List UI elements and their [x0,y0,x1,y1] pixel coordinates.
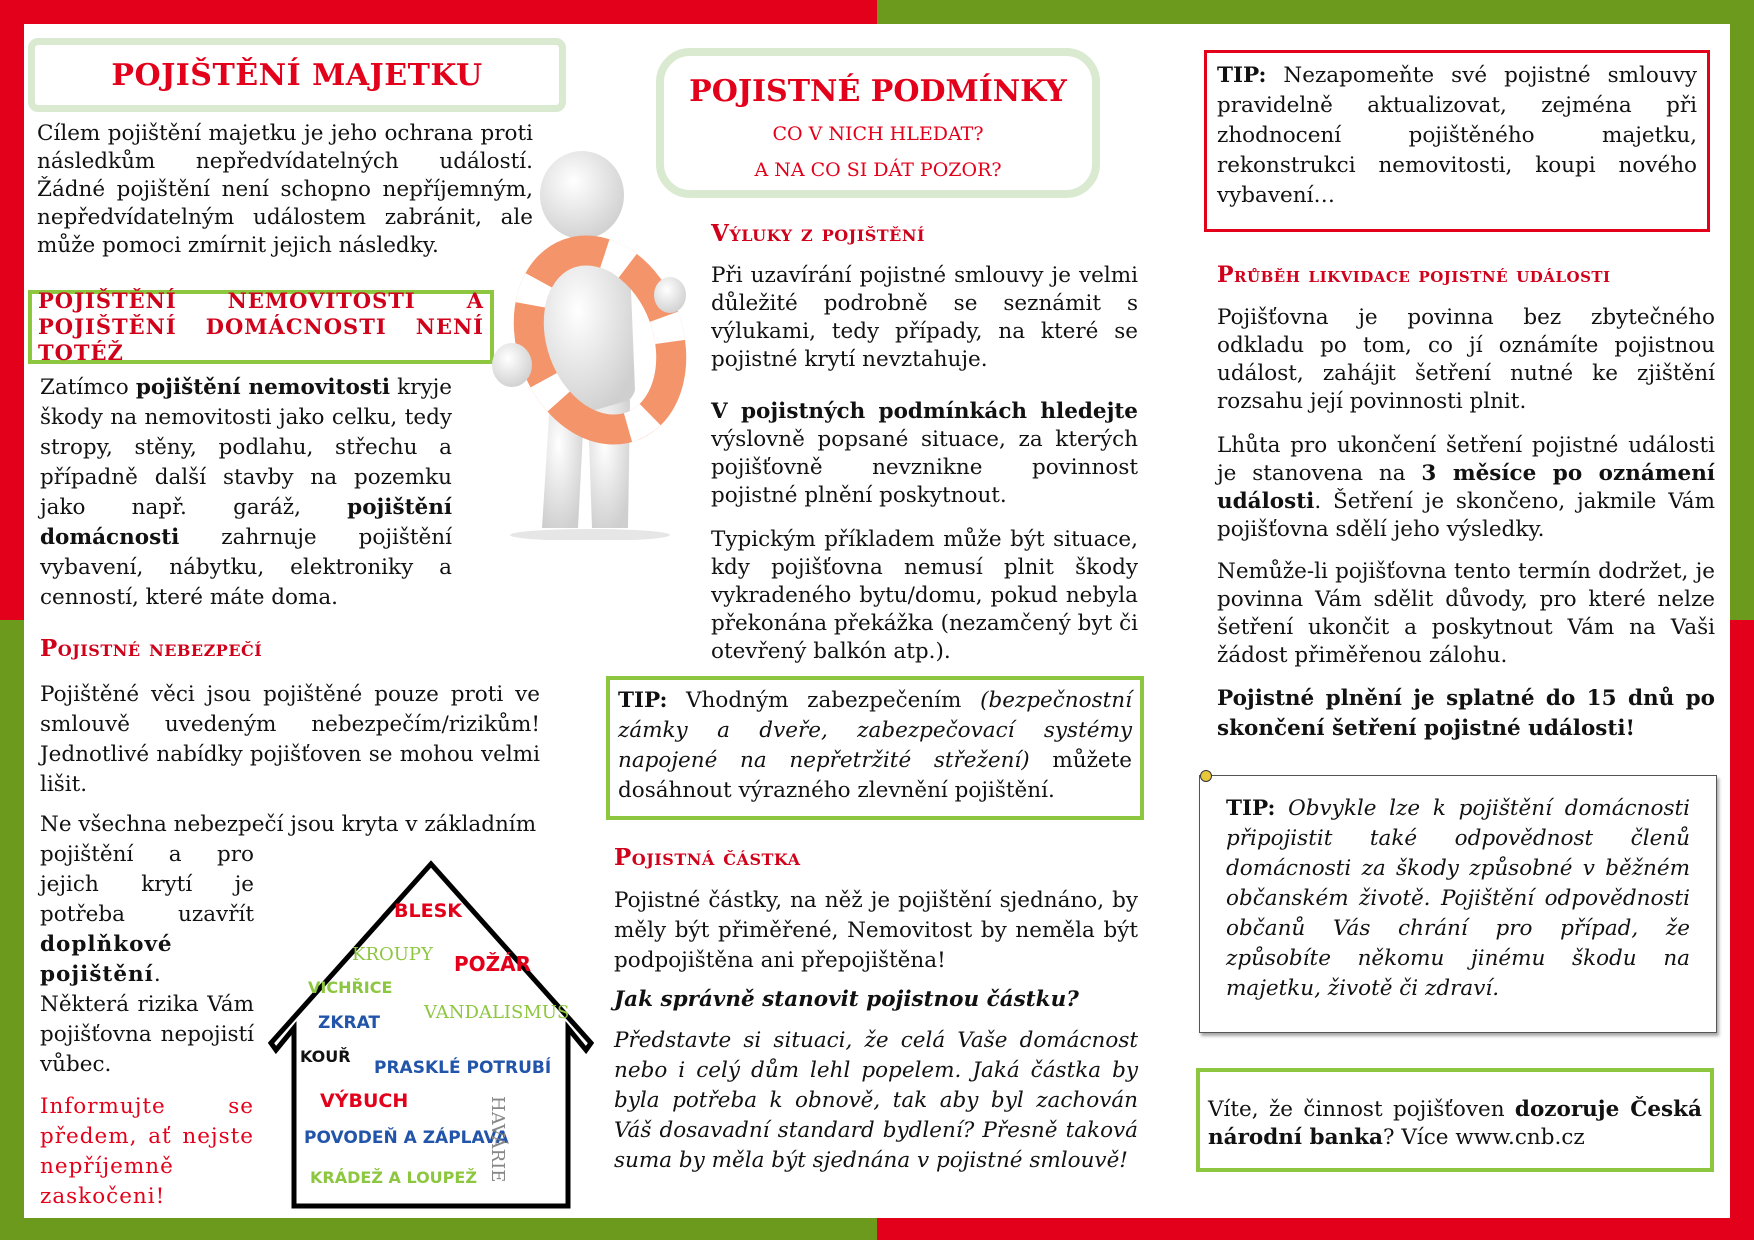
pin-icon [1200,770,1212,782]
not-all-covered-line: Ne všechna nebezpečí jsou kryta v základním [40,812,537,837]
house-word-kradez: KRÁDEŽ A LOUPEŽ [310,1168,477,1187]
vyluky-paragraph: Při uzavírání pojistné smlouvy je velmi důležité podrobně se seznámit s výlukami, tedy případy, na které se pojistné krytí nevztahuje. [711,263,1138,372]
frame-top-left [0,0,877,24]
house-word-praskle-potrubi: PRASKLÉ POTRUBÍ [374,1058,552,1078]
likvidace-paragraph: Pojišťovna je povinna bez zbytečného odkladu po tom, co jí oznámíte pojistnou událost, zahájit šetření nutné ke zjištění rozsahu její povinnosti plnit. [1217,305,1715,414]
tip-zabezpeceni-text [618,686,1132,806]
frame-right-bottom [1730,620,1754,1240]
text-run: můžete dosáhnout výrazného zlevnění pojištění. [618,748,1133,803]
bold-run: pojištění domácnosti [40,495,452,550]
castka-paragraph: Pojistné částky, na něž je pojištění sjednáno, by měly být přiměřené, Nemovitost by neměla být podpojištěna ani přepojištěna! [614,888,1138,973]
podminky-subtitle-2: A NA CO SI DÁT POZOR? [754,159,1002,181]
cnb-info-box [1196,1068,1714,1172]
figure-with-lifebuoy-illustration [470,150,710,540]
text-run: Lhůta pro ukončení šetření pojistné události je stanovena na [1217,433,1715,486]
lhuta-paragraph [1217,432,1715,544]
informujte-warning: Informujte se předem, ať nejste nepříjemně zaskočeni! [40,1094,254,1209]
bold-run: V pojistných podmínkách hledejte [711,399,1138,424]
bold-run: doplňkové pojištění [40,932,173,987]
heading-pojistna-castka: Pojistná částka [614,844,801,871]
priklad-paragraph: Typickým příkladem může být situace, kdy pojišťovna nemusí plnit škody vykradeného bytu/domu, pokud nebyla překonána překážka (nezamčený byt či otevřený balkón atp.). [711,527,1138,664]
podminky-subtitle-1: CO V NICH HLEDAT? [772,123,984,145]
frame-left-bottom [0,620,24,1240]
text-run: Víte, že činnost pojišťoven [1208,1097,1515,1122]
frame-bottom-left [0,1218,877,1240]
castka-question: Jak správně stanovit pojistnou částku? [614,987,1079,1012]
house-word-havarie: HAVÁRIE [487,1096,508,1183]
house-word-blesk: BLESK [394,900,462,922]
title-box-majetek [28,38,566,112]
tip-label: TIP: [1217,63,1267,88]
tip-zabezpeceni-box [606,676,1144,820]
text-run: Zatímco [40,375,136,400]
hledejte-paragraph [711,398,1138,510]
house-word-vybuch: VÝBUCH [320,1090,409,1112]
tip-label: TIP: [618,688,668,713]
podminky-title: POJISTNÉ PODMÍNKY [689,74,1067,109]
tip-aktualizace-text [1217,61,1697,211]
house-word-zkrat: ZKRAT [318,1013,381,1033]
intro-paragraph: Cílem pojištění majetku je jeho ochrana proti následkům nepředvídatelných událostí. Žádné pojištění není schopno nepříjemným, nepředvídatelným událostem zabránit, ale může pomoci zmírnit jejich následky. [37,121,533,258]
cnb-info-text [1208,1096,1702,1152]
nemovitost-paragraph [40,373,452,613]
text-run: zahrnuje pojištění vybavení, nábytku, elektroniky a cenností, které máte doma. [40,525,452,610]
text-run: výslovně popsané situace, za kterých pojišťovně nevznikne povinnost pojistné plnění poskytnout. [711,427,1138,508]
house-word-vandalismus: VANDALISMUS [424,1002,570,1023]
heading-likvidace: Průběh likvidace pojistné události [1217,262,1611,288]
frame-left-top [0,0,24,620]
house-word-kroupy: KROUPY [352,944,433,965]
house-word-povoden: POVODEŇ A ZÁPLAVA [304,1128,509,1148]
italic-run: Obvykle lze k pojištění domácnosti připojistit také odpovědnost členů domácnosti za škody způsobné v běžném občanském životě. Pojištění odpovědnosti občanů Vás chrání pro případ, že způsobíte někomu jinému škodu na majetku, životě či zdraví. [1226,796,1690,1001]
heading-vyluky: Výluky z pojištění [711,220,925,247]
frame-top-right [877,0,1754,24]
tip-aktualizace-box [1204,50,1710,232]
bold-run: pojištění nemovitosti [135,375,390,400]
text-run: pojištění a pro jejich krytí je potřeba uzavřít [40,842,254,927]
bold-run: 3 měsíce po oznámení události [1217,461,1715,514]
tip-odpovednost-note [1199,775,1717,1033]
text-run: Nezapomeňte své pojistné smlouvy pravidelně aktualizovat, zejména při zhodnocení pojištěného majetku, rekonstrukci nemovitosti, koupi nového vybavení… [1217,63,1697,208]
page-title: POJIŠTĚNÍ MAJETKU [111,57,483,93]
text-run: Vhodným zabezpečením [667,688,981,713]
castka-example-paragraph: Představte si situaci, že celá Vaše domácnost nebo i celý dům lehl popelem. Jaká částka by byla potřeba k obnově, tak aby byl zachován Váš dosavadní standard bydlení? Přesně taková suma by měla být sjednána v pojistné smlouvě! [614,1028,1138,1173]
text-run: . Šetření je skončeno, jakmile Vám pojišťovna sdělí jeho výsledky. [1217,489,1715,542]
splatnost-paragraph: Pojistné plnění je splatné do 15 dnů po skončení šetření pojistné události! [1217,686,1715,741]
box-heading: POJIŠTĚNÍ NEMOVITOSTI A POJIŠTĚNÍ DOMÁCNOSTI NENÍ TOTÉŽ [38,288,484,365]
house-word-pozar: POŽÁR [454,952,532,976]
tip-label: TIP: [1226,796,1276,821]
title-box-podminky [656,48,1100,198]
tip-odpovednost-text [1226,794,1690,1004]
house-word-kour: KOUŘ [300,1047,351,1066]
frame-right-top [1730,0,1754,620]
text-run: . Některá rizika Vám pojišťovna nepojistí vůbec. [40,962,254,1077]
house-word-vichrice: VICHŘICE [308,978,393,997]
nemuze-li-paragraph: Nemůže-li pojišťovna tento termín dodržet, je povinna Vám sdělit důvody, pro které nelze šetření ukončit a poskytnout Vám na Vaši žádost přiměřenou zálohu. [1217,559,1715,668]
doplnkove-paragraph [40,840,254,1080]
nemovitost-vs-domacnost-box [28,290,494,364]
frame-bottom-right [877,1218,1754,1240]
text-run: ? Více www.cnb.cz [1382,1125,1585,1150]
heading-pojistne-nebezpeci: Pojistné nebezpečí [40,635,263,662]
bold-run: dozoruje Česká národní banka [1208,1097,1702,1150]
nebezpeci-paragraph: Pojištěné věci jsou pojištěné pouze proti ve smlouvě uvedeným nebezpečím/rizikům! Jednotlivé nabídky pojišťoven se mohou velmi lišit. [40,682,540,797]
italic-run: (bezpečnostní zámky a dveře, zabezpečovací systémy napojené na nepřetržité střežení) [618,688,1132,773]
text-run: kryje škody na nemovitosti jako celku, tedy stropy, stěny, podlahu, střechu a případně další stavby na pozemku jako např. garáž, [40,375,452,520]
